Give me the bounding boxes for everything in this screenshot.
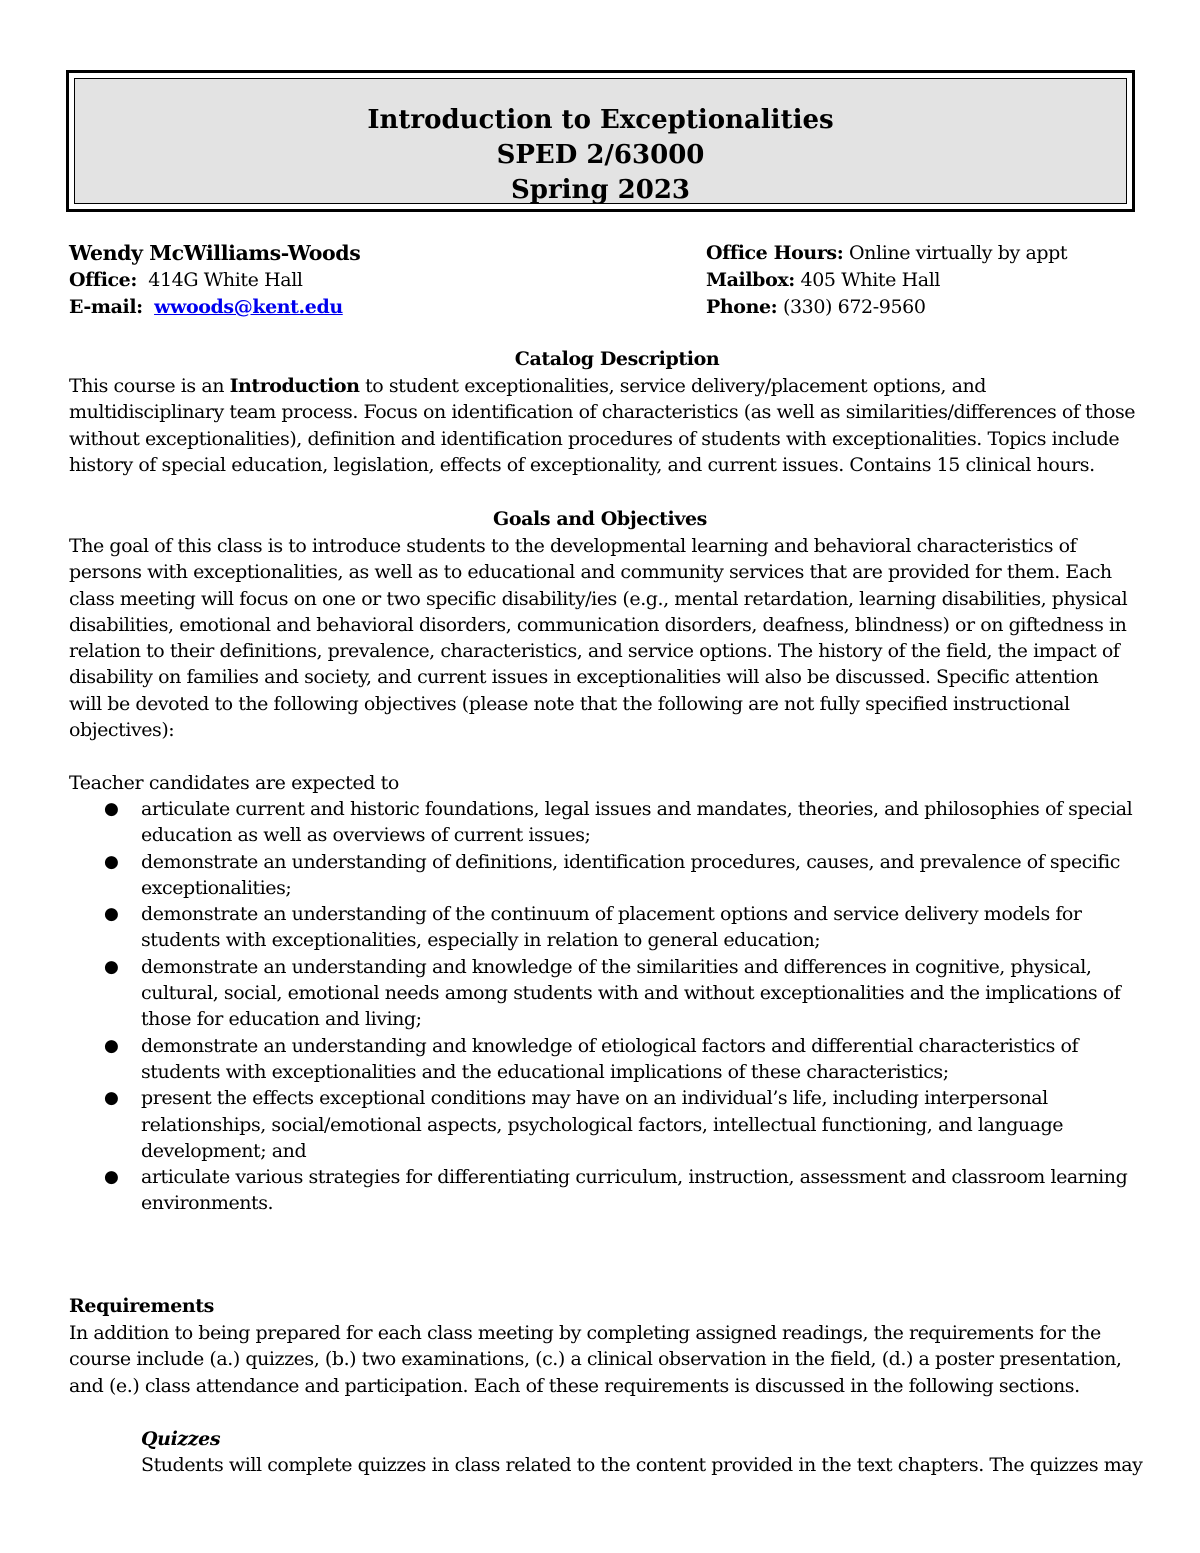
email-label: E-mail: [69,296,143,318]
mailbox-line [706,267,940,293]
title-box [66,70,1135,212]
list-item: ● demonstrate an understanding and knowledge of etiological factors and differential characteristics of students with exceptionalities and the educational implications of these characteristics; [104,1034,1079,1083]
requirements-line: course include (a.) quizzes, (b.) two examinations, (c.) a clinical observation in the field, (d.) a poster presentation, [69,1348,1122,1371]
bullet-icon: ● [104,956,119,977]
phone-label: Phone: [706,296,778,318]
email-line [69,294,343,320]
title-panel [74,78,1127,204]
course-term: Spring 2023 [510,175,691,205]
catalog-line: This course is an Introduction to student exceptionalities, service delivery/placement options, and [69,375,986,397]
mailbox-value: 405 White Hall [800,269,941,291]
instructor-name: Wendy McWilliams-Woods [69,241,361,265]
bullet-icon: ● [104,1088,119,1109]
office-hours-label: Office Hours: [706,242,844,264]
quizzes-heading: Quizzes [141,1428,221,1450]
requirements-heading: Requirements [69,1295,214,1317]
catalog-heading: Catalog Description [514,348,720,370]
course-title: Introduction to Exceptionalities [367,105,834,135]
quizzes-text: Students will complete quizzes in class related to the content provided in the text chapters. The quizzes may [141,1454,1143,1476]
list-item: ● demonstrate an understanding and knowledge of the similarities and differences in cognitive, physical, cultural, social, emotional needs among students with and without exceptionalities and the implications of those for education and living; [104,955,1121,1031]
list-item: ● present the effects exceptional conditions may have on an individual’s life, including interpersonal relationships, social/emotional aspects, psychological factors, intellectual functioning, and language development; and [104,1087,1064,1162]
requirements-paragraph [69,1320,1169,1399]
list-item: ● demonstrate an understanding of definitions, identification procedures, causes, and prevalence of specific exceptionalities; [104,850,1120,899]
requirements-line: and (e.) class attendance and participation. Each of these requirements is discussed in the following sections. [69,1374,1080,1397]
catalog-line: multidisciplinary team process. Focus on identification of characteristics (as well as similarities/differences of those [69,401,1136,424]
office-label: Office: [69,269,137,291]
goals-line: class meeting will focus on one or two specific disability/ies (e.g., mental retardation, learning disabilities, physical [69,587,1128,610]
bullet-icon: ● [104,799,119,819]
catalog-line: history of special education, legislation, effects of exceptionality, and current issues. Contains 15 clinical hours. [69,453,1095,476]
office-value: 414G White Hall [148,269,303,291]
catalog-paragraph [69,373,1169,478]
goals-line: will be devoted to the following objectives (please note that the following are not fully specified instructional [69,692,1070,715]
objectives-intro: Teacher candidates are expected to [69,772,399,794]
list-item: ● articulate various strategies for differentiating curriculum, instruction, assessment and classroom learning environments. [104,1166,1128,1215]
course-code: SPED 2/63000 [496,140,705,170]
goals-heading: Goals and Objectives [493,508,707,530]
email-link[interactable]: wwoods@kent.edu [154,296,343,318]
goals-line: disability on families and society, and current issues in exceptionalities will also be discussed. Specific attention [69,666,1099,689]
goals-line: disabilities, emotional and behavioral disorders, communication disorders, deafness, blindness) or on giftedness in [69,613,1127,636]
office-line [69,267,303,293]
requirements-line: In addition to being prepared for each class meeting by completing assigned readings, the requirements for the [69,1322,1101,1344]
phone-line [706,294,926,320]
mailbox-label: Mailbox: [706,269,795,291]
objectives-list [100,796,1180,1217]
office-hours-line [706,240,1067,266]
goals-paragraph [69,533,1169,743]
bullet-icon: ● [104,851,119,872]
goals-line: The goal of this class is to introduce students to the developmental learning and behavioral characteristics of [69,535,1077,557]
office-hours-value: Online virtually by appt [849,242,1068,264]
phone-value: (330) 672-9560 [782,296,926,318]
catalog-line: without exceptionalities), definition and identification procedures of students with exceptionalities. Topics include [69,427,1120,450]
goals-line: objectives): [69,719,175,742]
goals-line: relation to their definitions, prevalence, characteristics, and service options. The history of the field, the impact of [69,640,1120,663]
list-item: ● articulate current and historic foundations, legal issues and mandates, theories, and philosophies of special education as well as overviews of current issues; [104,798,1133,847]
bullet-icon: ● [104,1035,119,1056]
bullet-icon: ● [104,1167,119,1188]
list-item: ● demonstrate an understanding of the continuum of placement options and service delivery models for students with exceptionalities, especially in relation to general education; [104,903,1082,952]
goals-line: persons with exceptionalities, as well as to educational and community services that are provided for them. Each [69,561,1112,584]
bullet-icon: ● [104,904,119,925]
